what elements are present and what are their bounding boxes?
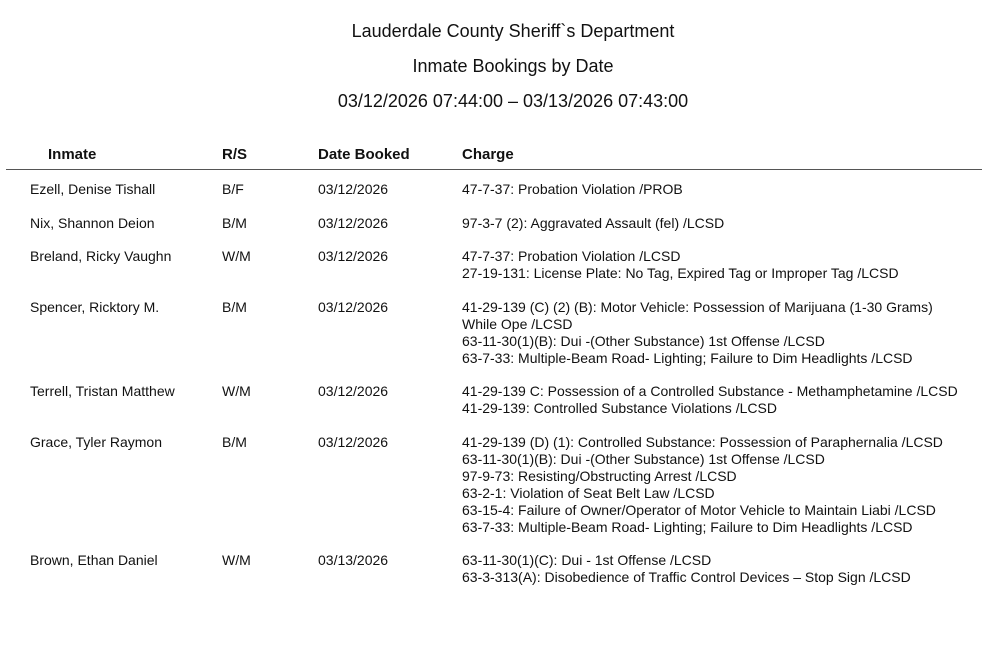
booking-list	[0, 181, 996, 592]
inmate-name: Terrell, Tristan Matthew	[30, 383, 175, 399]
charge-list	[462, 434, 996, 536]
inmate-name: Spencer, Ricktory M.	[30, 299, 160, 315]
date-range: 03/12/2026 07:44:00 – 03/13/2026 07:43:00	[337, 91, 689, 111]
charge-line: 63-2-1: Violation of Seat Belt Law /LCSD	[462, 485, 715, 501]
charge-line: 63-7-33: Multiple-Beam Road- Lighting; Failure to Dim Headlights /LCSD	[462, 350, 913, 366]
charge-line: 63-11-30(1)(C): Dui - 1st Offense /LCSD	[462, 552, 712, 568]
charge-line: 41-29-139 (C) (2) (B): Motor Vehicle: Possession of Marijuana (1-30 Grams)	[462, 299, 933, 315]
column-header-date-booked: Date Booked	[318, 146, 410, 163]
booking-row	[0, 215, 996, 248]
inmate-name: Nix, Shannon Deion	[30, 215, 155, 231]
charge-line: 63-15-4: Failure of Owner/Operator of Motor Vehicle to Maintain Liabi /LCSD	[462, 502, 936, 518]
race-sex: W/M	[222, 248, 251, 264]
charge-line: 97-3-7 (2): Aggravated Assault (fel) /LCSD	[462, 215, 725, 231]
charge-line: 41-29-139 (D) (1): Controlled Substance: Possession of Paraphernalia /LCSD	[462, 434, 943, 450]
date-booked: 03/12/2026	[318, 215, 389, 231]
header-divider	[6, 169, 982, 170]
race-sex: B/F	[222, 181, 244, 197]
charge-line: 47-7-37: Probation Violation /LCSD	[462, 248, 681, 264]
inmate-name: Breland, Ricky Vaughn	[30, 248, 172, 264]
inmate-name: Brown, Ethan Daniel	[30, 552, 158, 568]
charge-list	[462, 383, 996, 417]
race-sex: B/M	[222, 299, 247, 315]
date-booked: 03/13/2026	[318, 552, 389, 568]
booking-row	[0, 181, 996, 215]
date-booked: 03/12/2026	[318, 383, 389, 399]
charge-line: 41-29-139 C: Possession of a Controlled Substance - Methamphetamine /LCSD	[462, 383, 958, 399]
charge-list	[462, 248, 996, 282]
inmate-name: Ezell, Denise Tishall	[30, 181, 156, 197]
race-sex: B/M	[222, 434, 247, 450]
race-sex: B/M	[222, 215, 247, 231]
charge-line: 63-3-313(A): Disobedience of Traffic Control Devices – Stop Sign /LCSD	[462, 569, 911, 585]
date-booked: 03/12/2026	[318, 248, 389, 264]
booking-row	[0, 434, 996, 552]
booking-row	[0, 383, 996, 434]
column-header-charge: Charge	[462, 146, 514, 163]
charge-line: 97-9-73: Resisting/Obstructing Arrest /LCSD	[462, 468, 737, 484]
charge-line: 27-19-131: License Plate: No Tag, Expired Tag or Improper Tag /LCSD	[462, 265, 899, 281]
charge-line: 47-7-37: Probation Violation /PROB	[462, 181, 683, 197]
charge-list	[462, 215, 996, 232]
charge-line: 63-7-33: Multiple-Beam Road- Lighting; Failure to Dim Headlights /LCSD	[462, 519, 913, 535]
column-header-inmate: Inmate	[48, 146, 97, 163]
date-booked: 03/12/2026	[318, 299, 389, 315]
race-sex: W/M	[222, 383, 251, 399]
charge-list	[462, 552, 996, 586]
charge-line: 41-29-139: Controlled Substance Violations /LCSD	[462, 400, 777, 416]
charge-list	[462, 181, 996, 198]
charge-line: 63-11-30(1)(B): Dui -(Other Substance) 1st Offense /LCSD	[462, 451, 825, 467]
inmate-name: Grace, Tyler Raymon	[30, 434, 163, 450]
charge-line: While Ope /LCSD	[462, 316, 573, 332]
charge-list	[462, 299, 996, 367]
booking-row	[0, 248, 996, 299]
charge-line: 63-11-30(1)(B): Dui -(Other Substance) 1st Offense /LCSD	[462, 333, 825, 349]
date-booked: 03/12/2026	[318, 181, 389, 197]
race-sex: W/M	[222, 552, 251, 568]
column-header-rs: R/S	[222, 146, 248, 163]
agency-title: Lauderdale County Sheriff`s Department	[351, 21, 675, 41]
booking-row	[0, 299, 996, 383]
booking-row	[0, 552, 996, 592]
date-booked: 03/12/2026	[318, 434, 389, 450]
report-title: Inmate Bookings by Date	[412, 56, 614, 76]
